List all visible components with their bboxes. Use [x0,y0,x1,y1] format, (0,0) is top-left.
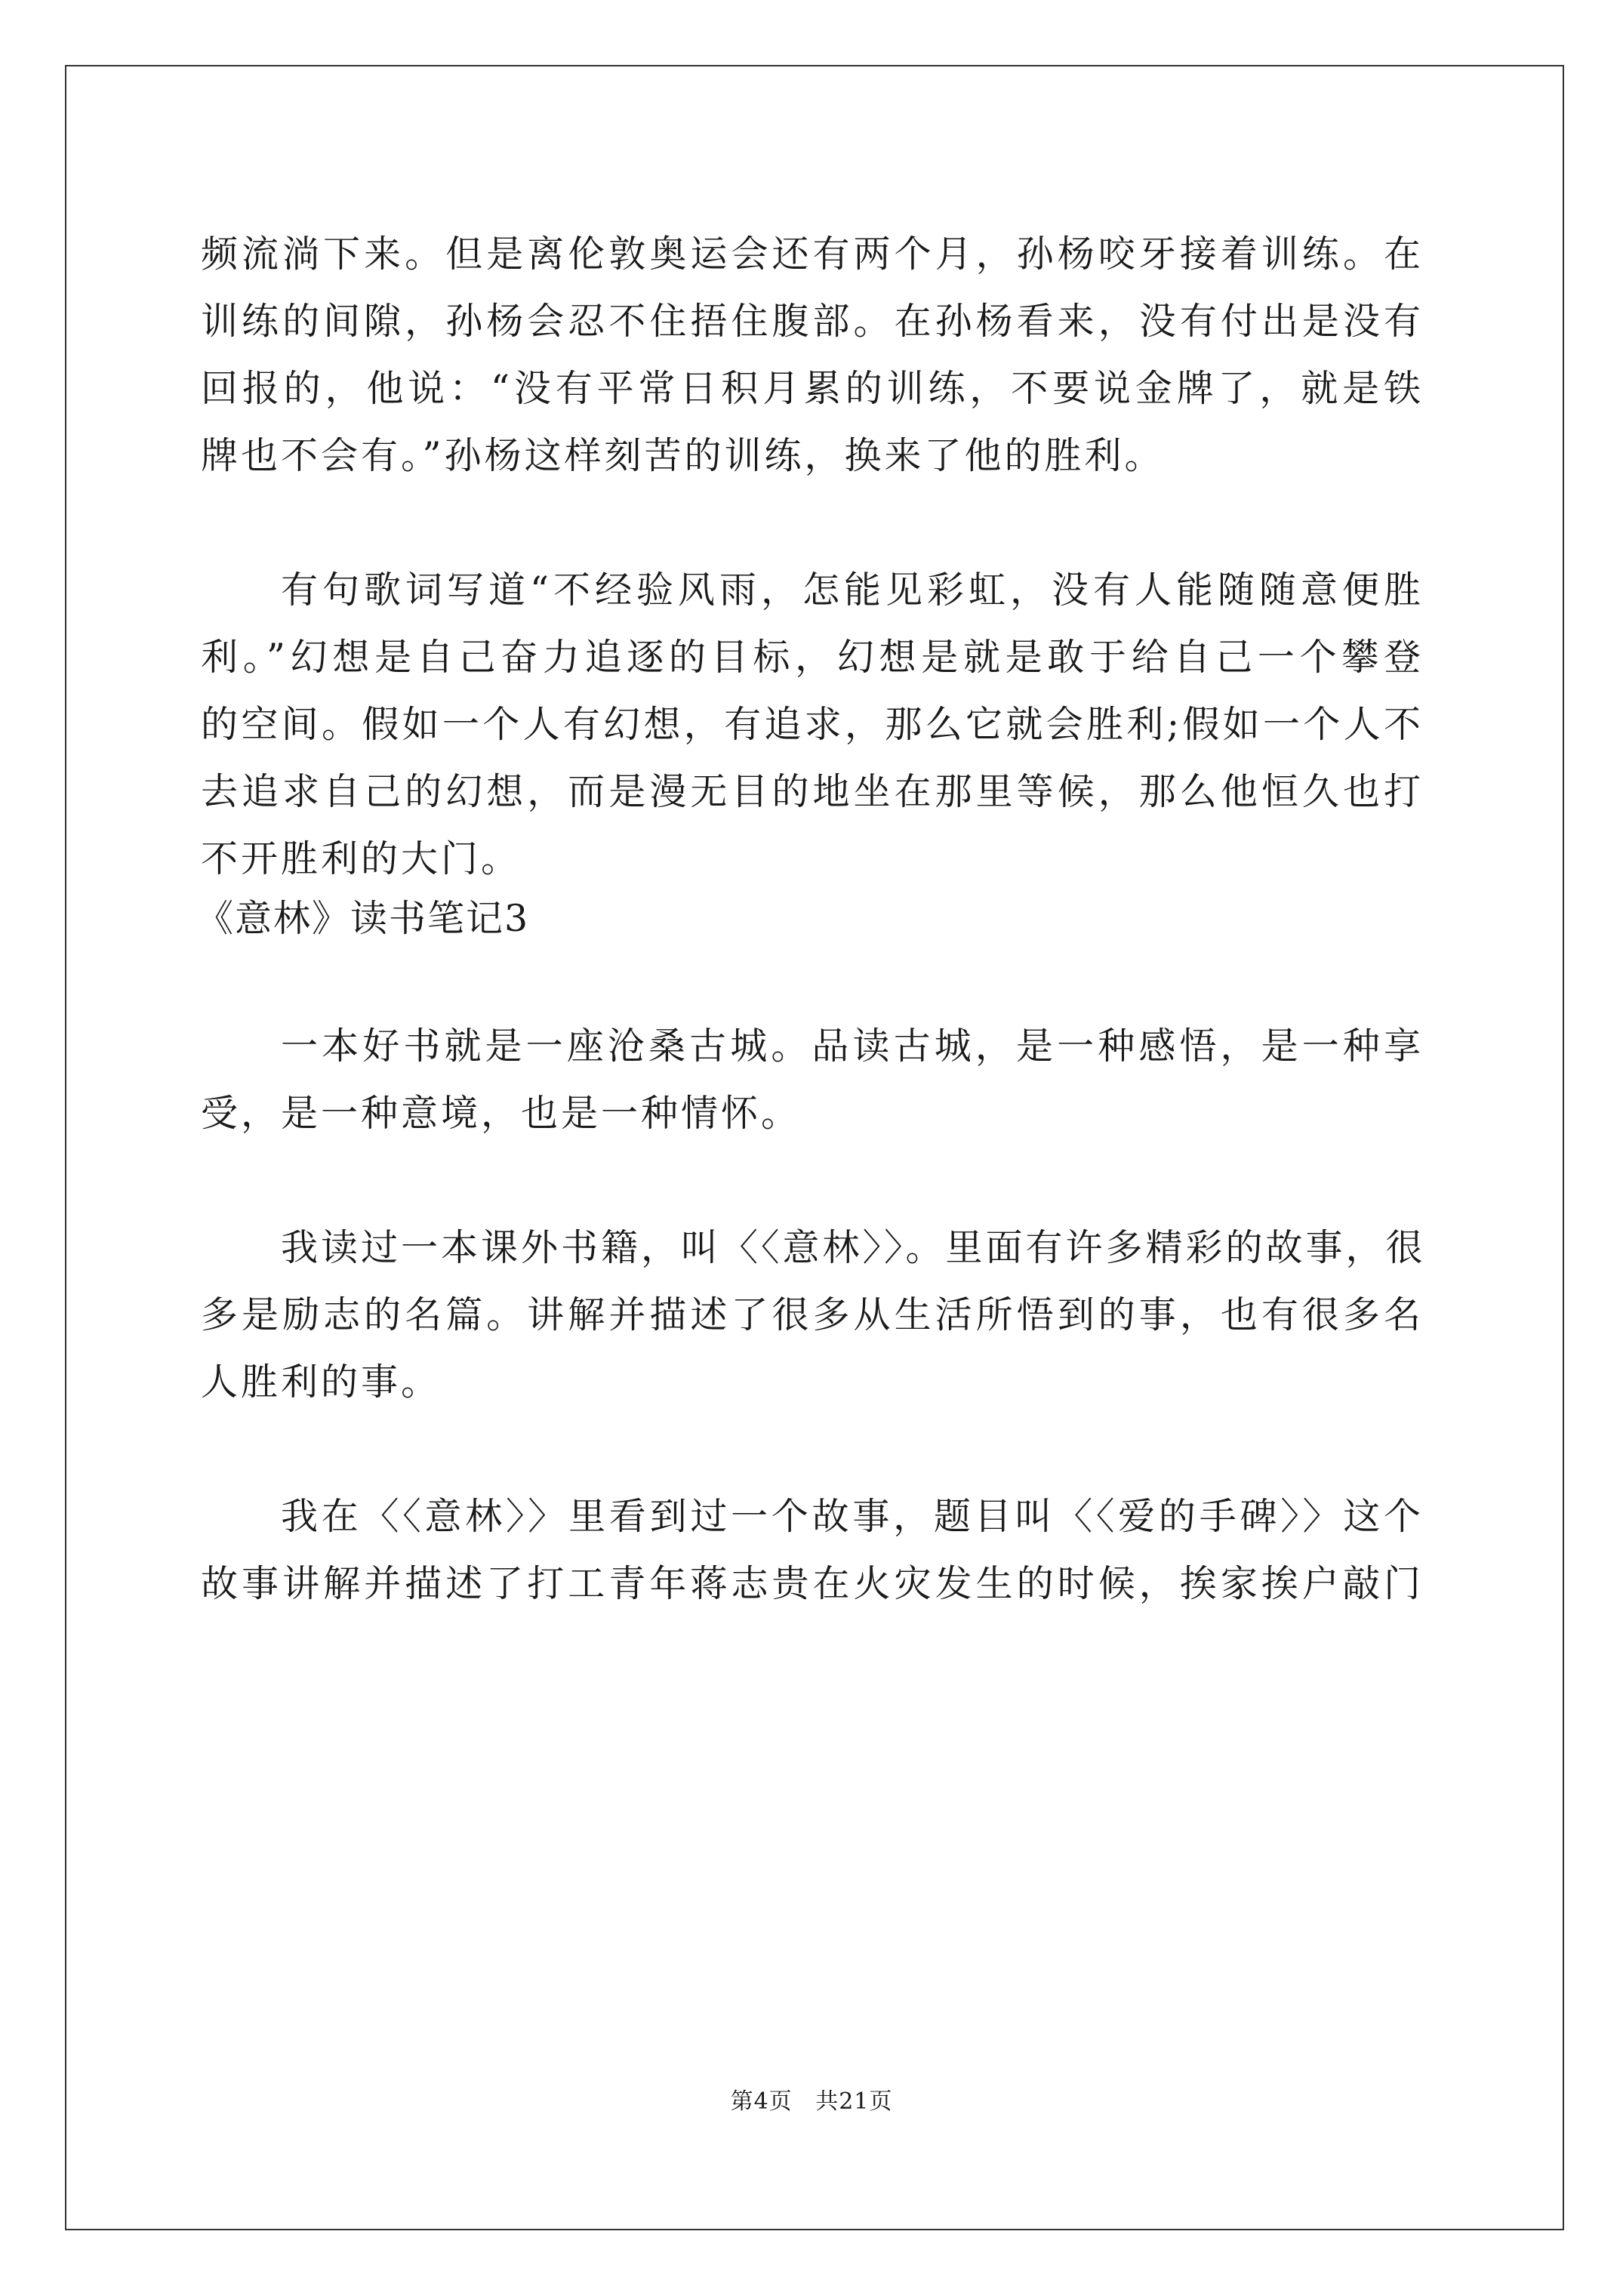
page-total: 共21页 [815,2088,893,2115]
paragraph-line: 回报的，他说：“没有平常日积月累的训练，不要说金牌了，就是铁 [201,367,1424,410]
paragraph-line: 的空间。假如一个人有幻想，有追求，那么它就会胜利;假如一个人不 [201,703,1424,746]
paragraph-line: 一本好书就是一座沧桑古城。品读古城，是一种感悟，是一种享 [281,1025,1424,1068]
paragraph-line: 人胜利的事。 [201,1361,442,1404]
paragraph-line: 训练的间隙，孙杨会忍不住捂住腹部。在孙杨看来，没有付出是没有 [201,300,1424,343]
paragraph-line: 我在〈〈意林〉〉里看到过一个故事，题目叫〈〈爱的手碑〉〉这个 [281,1495,1424,1538]
paragraph-line: 故事讲解并描述了打工青年蒋志贵在火灾发生的时候，挨家挨户敲门 [201,1562,1424,1605]
paragraph-line: 牌也不会有。”孙杨这样刻苦的训练，换来了他的胜利。 [201,434,1165,477]
paragraph-line: 频流淌下来。但是离伦敦奥运会还有两个月，孙杨咬牙接着训练。在 [201,233,1424,276]
paragraph-line: 多是励志的名篇。讲解并描述了很多从生活所悟到的事，也有很多名 [201,1293,1424,1336]
paragraph-line: 去追求自己的幻想，而是漫无目的地坐在那里等候，那么他恒久也打 [201,770,1424,813]
paragraph-line: 受，是一种意境，也是一种情怀。 [201,1092,802,1135]
document-body [196,220,1426,1617]
paragraph-line: 利。”幻想是自己奋力追逐的目标，幻想是就是敢于给自己一个攀登 [201,636,1424,679]
paragraph-line: 不开胜利的大门。 [201,837,522,880]
section-heading: 《意林》读书笔记3 [196,897,530,940]
paragraph-line: 我读过一本课外书籍，叫〈〈意林〉〉。里面有许多精彩的故事，很 [281,1226,1426,1269]
page-footer [0,2082,1623,2116]
paragraph-line: 有句歌词写道“不经验风雨，怎能见彩虹，没有人能随随意便胜 [281,569,1424,612]
page-number: 第4页 [730,2088,793,2115]
